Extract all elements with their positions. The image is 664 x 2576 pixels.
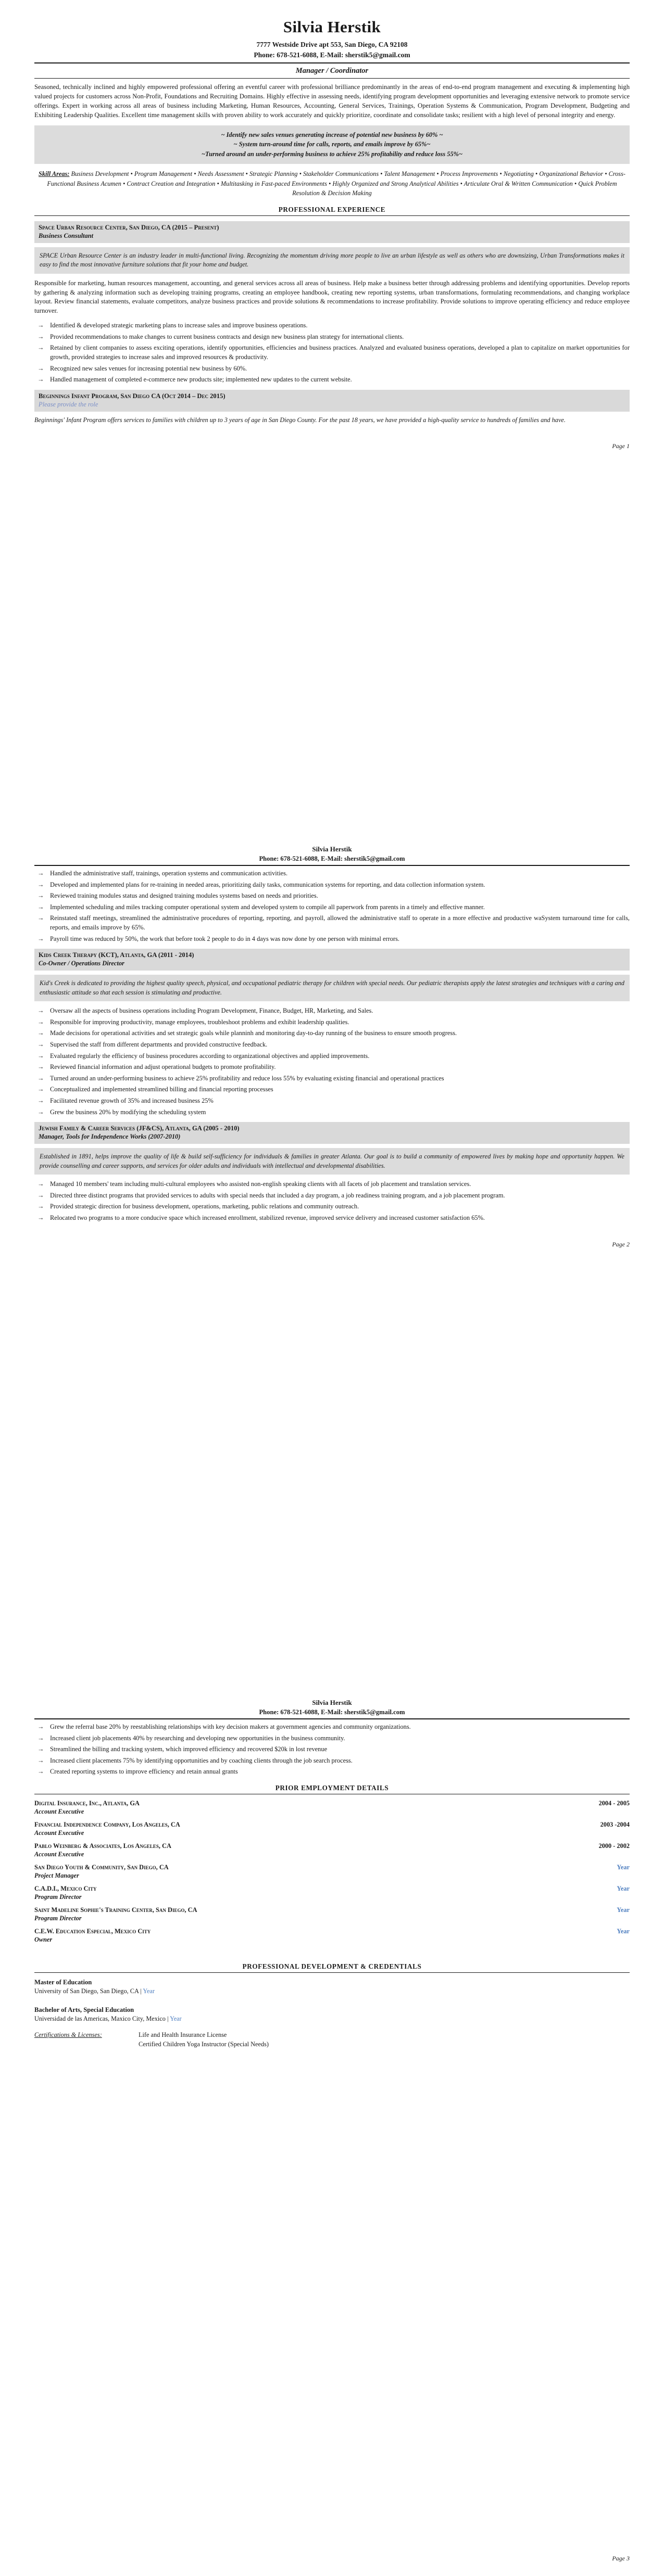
candidate-phone-email: Phone: 678-521-6088, E-Mail: sherstik5@gmail.com [259,1708,405,1716]
candidate-name: Silvia Herstik [312,845,352,853]
job-company: Space Urban Resource Center, San Diego, CA (2015 – Present) [39,223,219,231]
job-bullets [34,321,630,385]
job-company-description: Established in 1891, helps improve the quality of life & build self-sufficiency for individuals & families in greater Atlanta. Our goal is to build a community of empowered lives by making hope and opportunity happen. We provide counselling and career supports, and services for older adults and individuals with intellectual and developmental disabilities. [34,1148,630,1175]
resume-page-3 [0,1681,664,2576]
job-role: Co-Owner / Operations Director [39,960,124,967]
job-bullet: → Increased client job placements 40% by researching and developing new opportunities in the business community. [34,1734,630,1743]
job-bullet: → Grew the business 20% by modifying the scheduling system [34,1108,630,1117]
job-bullet: → Handled the administrative staff, trainings, operation systems and communication activities. [34,869,630,878]
resume-page-1 [0,0,664,812]
prior-company: San Diego Youth & Community, San Diego, CA [34,1864,169,1871]
prior-role: Account Executive [34,1808,84,1816]
job-role: Business Consultant [39,232,94,239]
page-number: Page 2 [612,1240,630,1248]
job-header-bar [34,221,630,243]
job-bullet: → Increased client placements 75% by identifying opportunities and by coaching clients through the job search process. [34,1756,630,1766]
section-heading-professional-development: PROFESSIONAL DEVELOPMENT & CREDENTIALS [242,1962,422,1971]
job-bullet: → Streamlined the billing and tracking system, which improved efficiency and recovered $20k in lost revenue [34,1745,630,1754]
job-bullet: → Made decisions for operational activities and set strategic goals while planninh and monitoring day-to-day running of the business to ensure smooth progress. [34,1029,630,1038]
prior-dates: 2000 - 2002 [598,1842,630,1850]
certifications-block [34,2030,630,2049]
header-divider [34,1718,630,1719]
job-company-description: Kid's Creek is dedicated to providing the highest quality speech, physical, and occupational pediatric therapy for children with special needs. Our pediatric therapists apply the latest strategies and techniques with a caring and enthusiastic attitude so that each session is stimulating and productive. [34,975,630,1001]
job-bullet: → Relocated two programs to a more conducive space which increased enrollment, stabilized revenue, improved service delivery and increased customer satisfaction 65%. [34,1214,630,1223]
highlight-line-3: ~Turned around an under-performing business to achieve 25% profitability and reduce loss 55%~ [201,150,463,158]
prior-employment-row [34,1821,630,1837]
job-bullet: → Reviewed financial information and adjust operational budgets to promote profitability. [34,1063,630,1072]
job-bullet: → Evaluated regularly the efficiency of business procedures according to organizational objectives and applied improvements. [34,1052,630,1061]
page-number: Page 1 [612,442,630,450]
education-entry [34,1979,630,1995]
candidate-phone-email: Phone: 678-521-6088, E-Mail: sherstik5@gmail.com [254,50,410,59]
job-summary: Responsible for marketing, human resources management, accounting, and general services across all areas of business. Help make a business better through addressing problems and identifying opportunities. Develop reports by gathering & analyzing information such as developing training programs, creating an employee handbook, creating new reporting systems, urban transformations, formulating recommendations, and changing workplace layout. Review financial statements, evaluate competitors, analyze business practices and provide solutions & recommendations to increase profitability. Provide solutions to improve operating efficiency and reduce employee turnover. [34,279,630,315]
job-company: Jewish Family & Career Services (JF&CS), Atlanta, GA (2005 - 2010) [39,1125,240,1132]
prior-role: Account Executive [34,1851,84,1858]
education-degree: Bachelor of Arts, Special Education [34,2006,134,2014]
education-school: Universidad de las Americas, Maxico City, Mexico | Year [34,2015,182,2023]
candidate-name: Silvia Herstik [283,18,381,36]
continued-bullets [34,1723,630,1777]
education-school-name: Universidad de las Americas, Maxico City, Mexico [34,2015,166,2023]
prior-role: Project Manager [34,1872,79,1880]
job-bullets [34,1006,630,1117]
experience-divider [34,215,630,216]
page-break [0,812,664,827]
prior-dates-placeholder[interactable]: Year [617,1885,630,1893]
highlight-line-1: ~ Identify new sales venues generating increase of potential new business by 60% ~ [221,131,443,138]
skill-areas-label: Skill Areas: [39,170,70,178]
prior-dates-placeholder[interactable]: Year [617,1864,630,1871]
job-company-description: Beginnings' Infant Program offers services to families with children up to 3 years of age in San Diego County. For the past 18 years, we have provided a high-quality service to hundreds of families and have. [34,416,566,424]
prior-role: Program Director [34,1915,82,1922]
job-bullet: → Reviewed training modules status and designed training modules systems based on needs and priorities. [34,891,630,901]
prior-company: Pablo Weinberg & Associates, Los Angeles, CA [34,1842,171,1850]
prior-company: Digital Insurance, Inc., Atlanta, GA [34,1800,140,1807]
continuation-header [34,1699,630,1716]
job-role: Manager, Tools for Independence Works (2007-2010) [39,1133,181,1141]
prior-employment-row [34,1864,630,1880]
candidate-address: 7777 Westside Drive apt 553, San Diego, CA 92108 [256,41,408,48]
job-bullet: → Handled management of completed e-commerce new products site; implemented new updates to the current website. [34,375,630,385]
job-company: Kids Creek Therapy (KCT), Atlanta, GA (2011 - 2014) [39,951,194,959]
prior-company: C.A.D.I., Mexico City [34,1885,97,1893]
candidate-name: Silvia Herstik [312,1699,352,1706]
job-bullet: → Turned around an under-performing business to achieve 25% profitability and reduce loss 55% by evaluating existing financial and operational practices [34,1074,630,1083]
job-bullet: → Identified & developed strategic marketing plans to increase sales and improve business operations. [34,321,630,330]
job-company: Beginnings Infant Program, San Diego CA (Oct 2014 – Dec 2015) [39,392,225,400]
job-bullet: → Created reporting systems to improve efficiency and retain annual grants [34,1767,630,1777]
job-entry [34,221,630,385]
job-bullet: → Supervised the staff from different departments and provided constructive feedback. [34,1040,630,1050]
certification-item: Certified Children Yoga Instructor (Special Needs) [139,2041,269,2048]
job-bullet: → Managed 10 members' team including multi-cultural employees who assisted non-english speaking clients with all facets of job placement and translation services. [34,1180,630,1189]
prior-dates-placeholder[interactable]: Year [617,1906,630,1914]
job-entry [34,949,630,1117]
prior-dates: 2004 - 2005 [598,1800,630,1807]
prior-role: Account Executive [34,1829,84,1837]
job-bullet: → Provided strategic direction for business development, operations, marketing, public relations and community outreach. [34,1202,630,1212]
prior-role: Owner [34,1936,53,1944]
prior-company: Financial Independence Company, Los Angeles, CA [34,1821,180,1829]
job-header-bar [34,1122,630,1144]
prior-role: Program Director [34,1893,82,1901]
job-entry [34,390,630,425]
target-job-title: Manager / Coordinator [295,67,369,75]
job-bullet: → Facilitated revenue growth of 35% and increased business 25% [34,1096,630,1106]
job-bullet: → Grew the referral base 20% by reestablishing relationships with key decision makers at government agencies and community organizations. [34,1723,630,1732]
skill-areas [34,169,630,198]
education-entry [34,2006,630,2023]
prior-employment-row [34,1800,630,1816]
education-year-placeholder[interactable]: Year [170,2015,182,2023]
certifications-items [139,2030,630,2049]
skill-areas-list: Business Development • Program Management • Needs Assessment • Strategic Planning • Stakeholder Communications • Talent Management • Process Improvements • Negotiating • Organizational Behavior • Cross-Functional Business Acumen • Contract Creation and Integration • Multitasking in Fast-paced Environments • Highly Organized and Strong Analytical Abilities • Articulate Oral & Written Communication • Quick Problem Resolution & Decision Making [47,170,625,197]
prior-company: Saint Madeline Sophie's Training Center, San Diego, CA [34,1906,197,1914]
prior-company: C.E.W. Education Especial, Mexico City [34,1928,151,1935]
header-divider [34,865,630,866]
job-header-bar [34,949,630,971]
prior-dates: 2003 -2004 [600,1821,630,1829]
education-school: University of San Diego, San Diego, CA | Year [34,1987,155,1995]
job-company-description: SPACE Urban Resource Center is an industry leader in multi-functional living. Recognizing the momentum driving more people to live an urban lifestyle as well as others who are downsizing, Urban Transformations makes it easy to find the most innovative furniture solutions that fit your home and budget. [34,247,630,274]
education-degree: Master of Education [34,1979,92,1986]
continued-bullets [34,869,630,943]
job-bullets [34,1180,630,1222]
page-number: Page 3 [612,2555,630,2562]
certification-item: Life and Health Insurance License [139,2031,227,2039]
job-bullet: → Oversaw all the aspects of business operations including Program Development, Finance, Budget, HR, Marketing, and Sales. [34,1006,630,1016]
education-list [34,1979,630,2023]
title-divider [34,78,630,79]
certifications-label: Certifications & Licenses: [34,2031,102,2039]
education-school-name: University of San Diego, San Diego, CA [34,1987,139,1995]
section-heading-prior-employment: PRIOR EMPLOYMENT DETAILS [275,1784,389,1792]
job-bullet: → Implemented scheduling and miles tracking computer operational system and developed system to compile all paperwork from parents in a timely and effective manner. [34,903,630,912]
job-bullet: → Conceptualized and implemented streamlined billing and financial reporting processes [34,1085,630,1094]
professional-development-divider [34,1972,630,1973]
prior-employment-row [34,1928,630,1944]
job-role-placeholder[interactable]: Please provide the role [39,400,98,408]
job-bullet: → Reinstated staff meetings, streamlined the administrative procedures of reporting, reporting, and payroll, allowed the administrative staff to operate in a more effective and productive waSystem turnaround time for calls, reports, and emails improve by 65%. [34,914,630,932]
prior-employment-row [34,1906,630,1922]
header-divider [34,62,630,63]
job-header-bar [34,390,630,412]
candidate-contact [34,40,630,60]
prior-employment-row [34,1842,630,1858]
highlights-band [34,125,630,164]
prior-employment-row [34,1885,630,1901]
job-bullet: → Directed three distinct programs that provided services to adults with special needs that included a day program, a job readiness training program, and a job placement program. [34,1191,630,1201]
job-bullet: → Provided recommendations to make changes to current business contracts and design new business plan strategy for international clients. [34,333,630,342]
job-bullet: → Developed and implemented plans for re-training in needed areas, prioritizing daily tasks, communication systems for reporting, and data collection information system. [34,881,630,890]
page-break [0,1665,664,1681]
professional-summary: Seasoned, technically inclined and highly empowered professional offering an eventful career with professional brilliance predominantly in the areas of end-to-end program management and executing & implementing high valued projects for customers across Non-Profit, Foundations and Recruiting Domains. Highly effective in assessing needs, identifying program development opportunities and leveraging extensive network to promote service offerings. Expert in working across all areas of business including Marketing, Human Resources, Accounting, General Services, Trainings, Operation Systems & Communication, Program Development, Budgeting and Exhibiting Leadership Qualities. Excellent time management skills with proven ability to work accurately and quickly prioritize, coordinate and consolidate tasks; resilient with a high level of personal integrity and energy. [34,83,630,119]
prior-dates-placeholder[interactable]: Year [617,1928,630,1935]
continuation-header [34,845,630,863]
job-entry [34,1122,630,1222]
job-bullet: → Recognized new sales venues for increasing potential new business by 60%. [34,364,630,374]
job-bullet: → Retained by client companies to assess exciting operations, identify opportunities, efficiencies and business practices. Analyzed and evaluated business operations, developed a plan to capitalize on market opportunities for growth, provided strategies to increase sales and improved resources & productivity. [34,343,630,362]
education-year-placeholder[interactable]: Year [143,1987,155,1995]
highlight-line-2: ~ System turn-around time for calls, reports, and emails improve by 65%~ [233,141,431,148]
document-header [34,18,630,79]
job-bullet: → Payroll time was reduced by 50%, the work that before took 2 people to do in 4 days was now done by one person with minimal errors. [34,935,630,944]
section-heading-experience: PROFESSIONAL EXPERIENCE [278,205,386,213]
candidate-phone-email: Phone: 678-521-6088, E-Mail: sherstik5@gmail.com [259,855,405,862]
job-bullet: → Responsible for improving productivity, manage employees, troubleshoot problems and exhibit leadership qualities. [34,1018,630,1027]
prior-employment-list [34,1800,630,1944]
resume-page-2 [0,827,664,1665]
